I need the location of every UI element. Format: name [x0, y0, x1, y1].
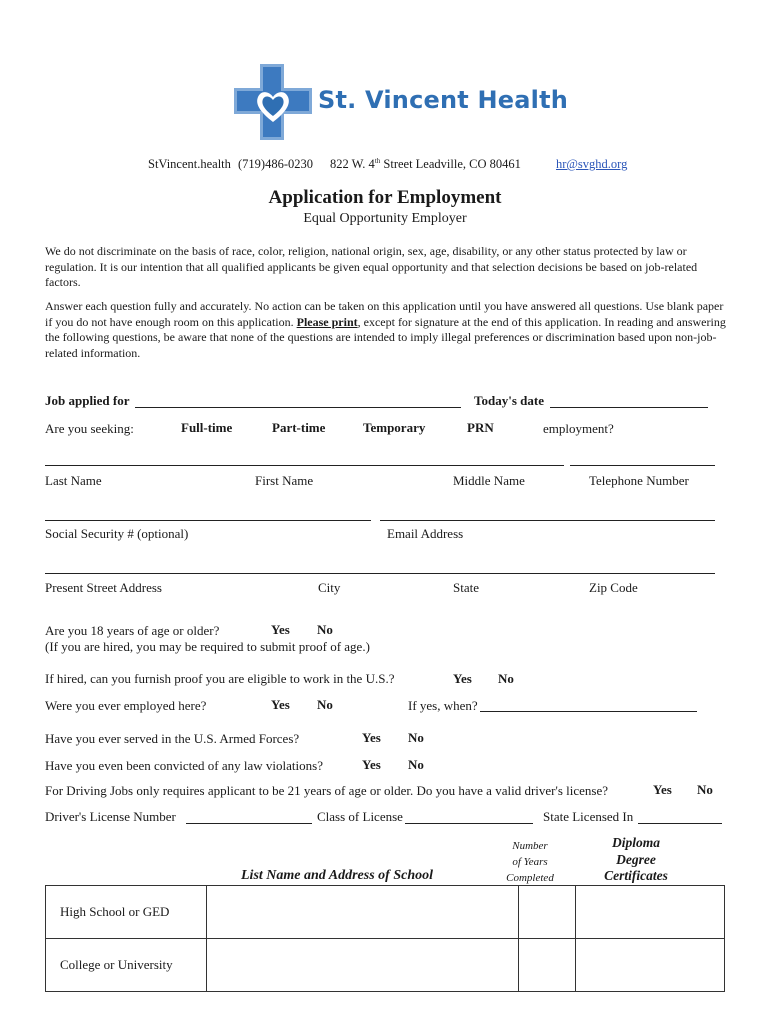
org-address: 822 W. 4th Street Leadville, CO 80461 [330, 157, 521, 172]
armed-no-option[interactable]: No [408, 730, 424, 745]
table-row [46, 886, 725, 939]
employed-no-option[interactable]: No [317, 697, 333, 712]
education-table [45, 885, 725, 992]
option-temporary[interactable]: Temporary [363, 420, 426, 435]
driving-no-option[interactable]: No [697, 782, 713, 797]
work-proof-question: If hired, can you furnish proof you are eligible to work in the U.S.? [45, 671, 395, 686]
option-part-time[interactable]: Part-time [272, 420, 326, 435]
org-phone: (719)486-0230 [238, 157, 313, 171]
age-no-option[interactable]: No [317, 622, 333, 637]
table-row [46, 939, 725, 992]
edu-diploma-header: Diploma Degree Certificates [604, 835, 668, 883]
telephone-label: Telephone Number [589, 473, 689, 488]
todays-date-field[interactable] [550, 407, 708, 408]
dl-state-label: State Licensed In [543, 809, 634, 824]
page-subtitle: Equal Opportunity Employer [303, 211, 467, 226]
intro-paragraph-1: We do not discriminate on the basis of race, color, religion, national origin, sex, age, disability, or any other status protected by law or regulation. It is our intention that all qualified applicants be given equal opportunity and that selection decisions be based on job-related factors. [45, 244, 698, 289]
logo-cross-heart-icon [234, 64, 312, 140]
ssn-label: Social Security # (optional) [45, 526, 189, 541]
telephone-field[interactable] [570, 465, 715, 466]
zip-label: Zip Code [589, 580, 638, 595]
dl-class-field[interactable] [405, 823, 533, 824]
armed-yes-option[interactable]: Yes [362, 730, 381, 745]
edu-years-cell[interactable] [519, 886, 576, 939]
dl-number-label: Driver's License Number [45, 809, 176, 824]
job-applied-label: Job applied for [45, 393, 130, 408]
dl-state-field[interactable] [638, 823, 722, 824]
edu-years-header: Number of Years Completed [506, 840, 554, 884]
age-yes-option[interactable]: Yes [271, 622, 290, 637]
if-yes-when-field[interactable] [480, 711, 697, 712]
address-field[interactable] [45, 573, 715, 574]
driving-question: For Driving Jobs only requires applicant to be 21 years of age or older. Do you have a valid driver's license? [45, 783, 608, 798]
first-name-label: First Name [255, 473, 314, 488]
armed-forces-question: Have you ever served in the U.S. Armed Forces? [45, 731, 300, 746]
option-prn[interactable]: PRN [467, 420, 494, 435]
dl-number-field[interactable] [186, 823, 312, 824]
street-address-label: Present Street Address [45, 580, 162, 595]
edu-diploma-cell[interactable] [576, 886, 725, 939]
edu-school-header: List Name and Address of School [241, 868, 433, 883]
ssn-field[interactable] [45, 520, 371, 521]
email-label: Email Address [387, 526, 464, 541]
if-yes-when-label: If yes, when? [408, 698, 478, 713]
convicted-question: Have you even been convicted of any law violations? [45, 758, 323, 773]
work-proof-no-option[interactable]: No [498, 671, 514, 686]
edu-row-label: High School or GED [46, 886, 207, 939]
org-name: St. Vincent Health [318, 86, 569, 114]
city-label: City [318, 580, 341, 595]
employment-question: employment? [543, 421, 614, 436]
state-label: State [453, 580, 479, 595]
last-name-label: Last Name [45, 473, 102, 488]
age-question: Are you 18 years of age or older? [45, 623, 220, 638]
work-proof-yes-option[interactable]: Yes [453, 671, 472, 686]
edu-diploma-cell[interactable] [576, 939, 725, 992]
employed-yes-option[interactable]: Yes [271, 697, 290, 712]
name-field[interactable] [45, 465, 564, 466]
todays-date-label: Today's date [474, 393, 544, 408]
dl-class-label: Class of License [317, 809, 403, 824]
edu-school-cell[interactable] [207, 886, 519, 939]
convicted-no-option[interactable]: No [408, 757, 424, 772]
page-title: Application for Employment [268, 187, 502, 208]
edu-row-label: College or University [46, 939, 207, 992]
intro-paragraph-2: Answer each question fully and accurately. No action can be taken on this application until you have answered all questions. Use blank paper if you do not have enough room on this application. Please print, except for signature at the end of this application. In reading and answering the following questions, be aware that none of the questions are intended to imply illegal preferences or discrimination based upon non-job-related information. [45, 299, 726, 360]
option-full-time[interactable]: Full-time [181, 420, 233, 435]
edu-years-cell[interactable] [519, 939, 576, 992]
edu-school-cell[interactable] [207, 939, 519, 992]
convicted-yes-option[interactable]: Yes [362, 757, 381, 772]
age-note: (If you are hired, you may be required to submit proof of age.) [45, 639, 370, 654]
employed-here-question: Were you ever employed here? [45, 698, 207, 713]
seeking-label: Are you seeking: [45, 421, 134, 436]
org-email-link[interactable]: hr@svghd.org [556, 157, 628, 171]
org-website: StVincent.health [148, 157, 231, 171]
job-applied-field[interactable] [135, 407, 461, 408]
driving-yes-option[interactable]: Yes [653, 782, 672, 797]
email-field[interactable] [380, 520, 715, 521]
middle-name-label: Middle Name [453, 473, 525, 488]
